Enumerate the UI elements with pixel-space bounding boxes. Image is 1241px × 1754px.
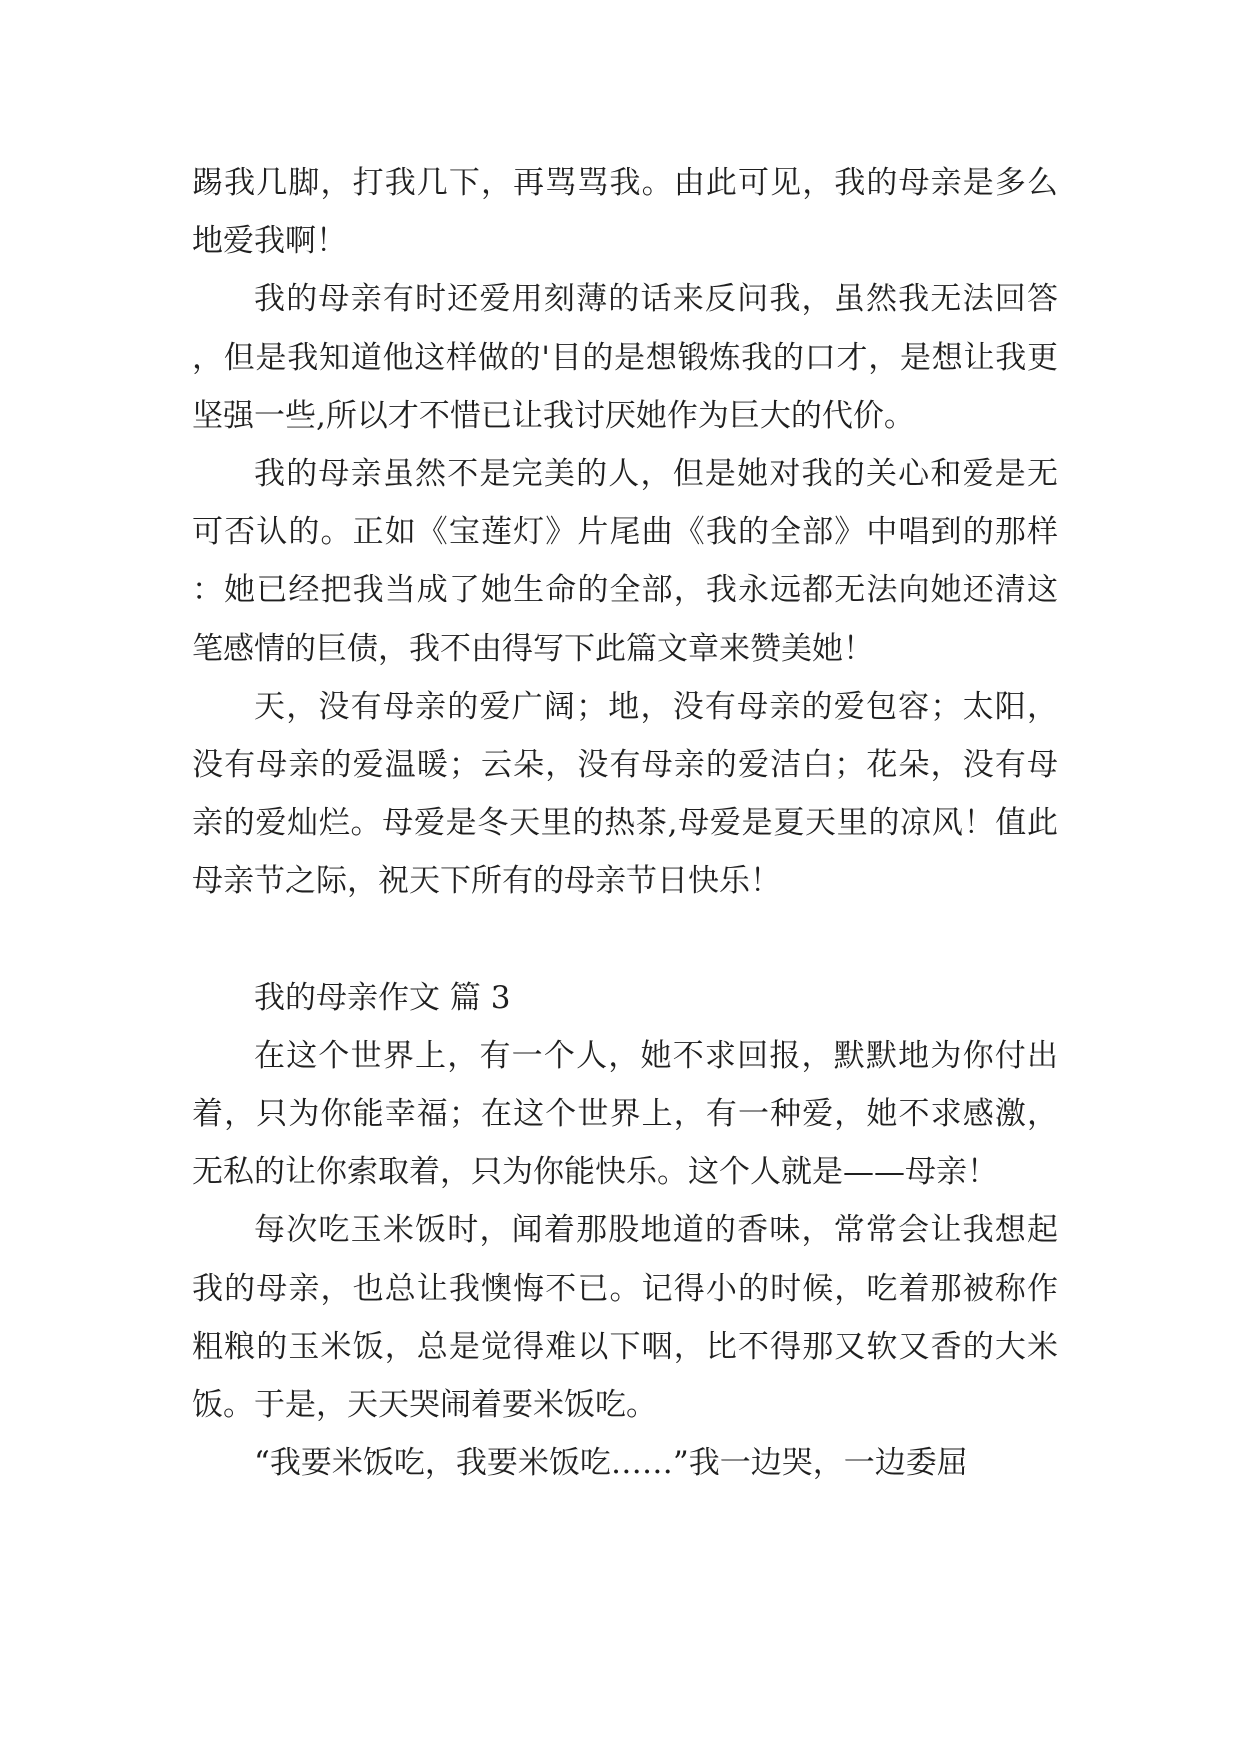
- paragraph-continued: 踢我几脚，打我几下，再骂骂我。由此可见，我的母亲是多么地爱我啊！: [192, 165, 1058, 260]
- paragraph: “我要米饭吃，我要米饭吃……”我一边哭，一边委屈: [254, 1445, 968, 1482]
- document-body: [192, 154, 1058, 1492]
- paragraph: 我的母亲虽然不是完美的人，但是她对我的关心和爱是无可否认的。正如《宝莲灯》片尾曲《我的全部》中唱到的那样：她已经把我当成了她生命的全部，我永远都无法向她还清这笔感情的巨债，我不由得写下此篇文章来赞美她！: [192, 456, 1058, 667]
- paragraph: 每次吃玉米饭时，闻着那股地道的香味，常常会让我想起我的母亲，也总让我懊悔不已。记得小的时候，吃着那被称作粗粮的玉米饭，总是觉得难以下咽，比不得那又软又香的大米饭。于是，天天哭闹着要米饭吃。: [192, 1212, 1058, 1424]
- paragraph: 天，没有母亲的爱广阔；地，没有母亲的爱包容；太阳，没有母亲的爱温暖；云朵，没有母亲的爱洁白；花朵，没有母亲的爱灿烂。母爱是冬天里的热茶,母爱是夏天里的凉风！值此母亲节之际，祝天下所有的母亲节日快乐！: [192, 688, 1058, 900]
- paragraph: 我的母亲有时还爱用刻薄的话来反问我，虽然我无法回答，但是我知道他这样做的'目的是想锻炼我的口才，是想让我更坚强一些,所以才不惜已让我讨厌她作为巨大的代价。: [192, 281, 1058, 434]
- paragraph: 在这个世界上，有一个人，她不求回报，默默地为你付出着，只为你能幸福；在这个世界上，有一种爱，她不求感激，无私的让你索取着，只为你能快乐。这个人就是——母亲！: [192, 1037, 1058, 1191]
- section-title: 我的母亲作文 篇 3: [254, 979, 511, 1016]
